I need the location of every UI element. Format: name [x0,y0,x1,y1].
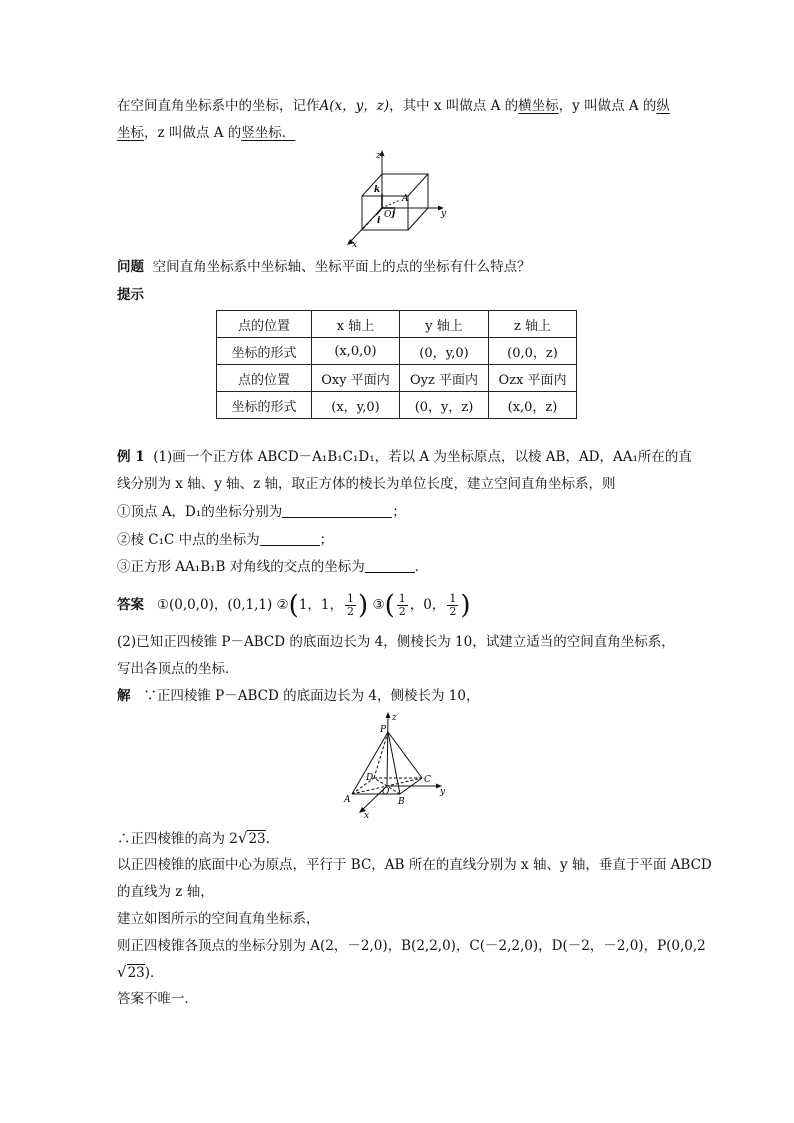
radicand: 23 [248,831,266,847]
solution-line-5 [117,909,320,929]
intro-text: ，y 叫做点 A 的 [558,98,657,114]
hint-line [117,285,144,305]
question-line [117,257,531,277]
answer-blank [260,531,320,546]
solution-end: . [265,831,270,847]
intro-text: ，z 叫做点 A 的 [144,125,242,141]
solution-line-8 [117,989,198,1009]
table-row [217,311,577,338]
example-text: (1)画一个正方体 ABCD－A₁B₁C₁D₁，若以 A 为坐标原点，以棱 AB，AD，AA₁所在的直 [153,449,692,465]
fraction-one-half: $\frac{1}{2}$ [398,592,406,618]
vector-label-j: j [392,209,396,219]
table-cell: 坐标的形式 [217,392,312,419]
table-cell: (x,0,0) [312,338,400,365]
answer-part-3-mark: ③ [372,597,385,613]
table-cell: y 轴上 [400,311,489,338]
solution-text: 以正四棱锥的底面中心为原点，平行于 BC，AB 所在的直线分别为 x 轴、y 轴，垂直于平面 ABCD [117,857,712,873]
axis-label-y: y [441,209,447,219]
example-line-1 [117,447,692,467]
table-cell: 坐标的形式 [217,338,312,365]
table-cell: (x，y,0) [312,392,400,419]
vector-label-k: k [374,185,381,195]
vector-label-i: i [377,216,381,226]
example-part2-line-2 [117,659,239,679]
intro-text: ，其中 x 叫做点 A 的 [389,98,519,114]
cube-axes-figure [340,146,455,248]
coordinate-table [216,310,577,419]
solution-text: ∵正四棱锥 P－ABCD 的底面边长为 4，侧棱长为 10， [143,688,480,704]
coordinate-notation: A(x，y，z) [319,98,390,114]
solution-text: ∴正四棱锥的高为 2 [117,831,238,847]
origin-label-o: O [384,210,392,220]
intro-end: ． [281,125,296,141]
radicand: 23 [127,965,145,981]
table-cell: z 轴上 [489,311,577,338]
answer-label: 答案 [117,597,144,613]
example-text: 线分别为 x 轴、y 轴、z 轴，取正方体的棱长为单位长度，建立空间直角坐标系，则 [117,476,616,492]
solution-line-4 [117,882,214,902]
subquestion-3 [117,557,428,577]
answer-part-1: ①(0,0,0)，(0,1,1) [156,597,273,613]
term-vertical-coordinate: 竖坐标 [241,125,282,141]
origin-label-o: O [382,787,390,797]
subquestion-end: ； [392,504,406,520]
axis-label-x: x [364,811,370,820]
table-row [217,392,577,419]
subquestion-text: ③正方形 AA₁B₁B 对角线的交点的坐标为 [117,559,365,575]
subquestion-end: ； [319,532,334,548]
solution-text: 则正四棱锥各顶点的坐标分别为 A(2，－2,0)，B(2,2,0)，C(－2,2,0)，D(－2，－2,0)，P(0,0,2 [117,938,706,954]
table-cell: Oyz 平面内 [400,365,489,392]
answer-blank [282,503,392,518]
axis-label-z: z [376,151,381,161]
pyramid-figure [340,710,455,820]
intro-text: 在空间直角坐标系中的坐标，记作 [117,98,320,114]
example-text: 写出各顶点的坐标． [117,661,239,677]
solution-line-3 [117,855,712,875]
solution-end: )． [144,965,164,981]
solution-text: 建立如图所示的空间直角坐标系， [117,911,320,927]
question-text: 空间直角坐标系中坐标轴、坐标平面上的点的坐标有什么特点？ [152,259,531,275]
vertex-label-b: B [398,797,405,807]
axis-label-y: y [440,787,446,797]
table-cell: (0，y,0) [400,338,489,365]
example-part2-line-1 [117,632,675,652]
point-label-a: A [402,194,409,204]
solution-note: 答案不唯一． [117,991,198,1007]
term-abscissa: 横坐标 [518,98,559,114]
vertex-label-c: C [424,775,431,785]
vertex-label-a: A [344,795,351,805]
solution-line-1 [117,686,479,706]
fraction-one-half: $\frac{1}{2}$ [347,592,354,618]
axis-label-x: x [352,240,358,248]
answer-line: 答案 ①(0,0,0)，(0,1,1) ②(1，1， $\frac{1}{2}$ ) ③( $\frac{1}{2}$ ，0， $\frac{1}{2}$ ) [117,590,471,621]
fraction-one-half: $\frac{1}{2}$ [449,592,457,618]
table-cell: (x,0，z) [489,392,577,419]
solution-line-6 [117,936,706,956]
table-cell: (0,0，z) [489,338,577,365]
term-ordinate-start: 纵 [656,98,670,114]
answer-part-3: ，0， [409,597,446,613]
intro-line-2 [117,123,295,143]
answer-part-2: 1，1， [298,597,343,613]
subquestion-text: ①顶点 A，D₁的坐标分别为 [117,504,283,520]
subquestion-2 [117,530,333,550]
answer-blank [365,558,415,573]
example-line-2 [117,474,616,494]
axis-label-z: z [392,713,397,723]
answer-part-2-mark: ② [276,597,289,613]
subquestion-text: ②棱 C₁C 中点的坐标为 [117,532,260,548]
solution-text: 的直线为 z 轴， [117,884,214,900]
subquestion-1 [117,502,406,522]
table-cell: 点的位置 [217,365,312,392]
intro-line-1 [117,96,670,116]
table-row [217,365,577,392]
solution-line-2: ∴正四棱锥的高为 2√23. [117,829,270,847]
vertex-label-p: P [380,725,387,735]
example-label: 例 1 [117,449,145,465]
table-cell: x 轴上 [312,311,400,338]
subquestion-end: ． [414,559,429,575]
table-cell: (0，y，z) [400,392,489,419]
solution-label: 解 [117,688,131,704]
table-row [217,338,577,365]
vertex-label-d: D [366,773,374,783]
table-cell: Oxy 平面内 [312,365,400,392]
table-cell: 点的位置 [217,311,312,338]
solution-line-7: √23)． [117,963,164,981]
term-ordinate-end: 坐标 [117,125,144,141]
table-cell: Ozx 平面内 [489,365,577,392]
example-text: (2)已知正四棱锥 P－ABCD 的底面边长为 4，侧棱长为 10，试建立适当的空间直角坐标系， [117,634,675,650]
hint-label: 提示 [117,287,144,303]
question-label: 问题 [117,259,144,275]
